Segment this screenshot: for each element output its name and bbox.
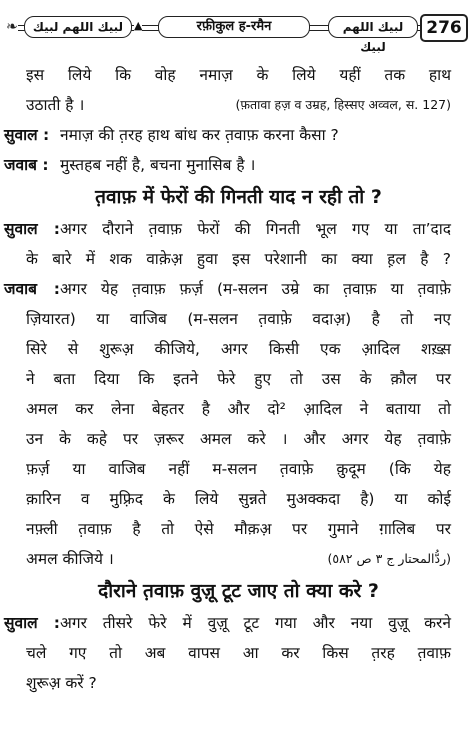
question-line	[4, 608, 451, 638]
answer-block	[4, 274, 451, 574]
answer-line: नफ़्ली त़वाफ़ है तो ऐसे मौक़अ़ पर गुमाने ग़ालिब पर	[26, 520, 451, 538]
text-line: इस लिये कि वोह नमाज़ के लिये यहीं तक हाथ	[26, 66, 451, 84]
question-line	[4, 214, 451, 244]
answer-line	[4, 274, 451, 304]
question-block	[4, 214, 451, 274]
left-ornament-icon: ❧	[6, 19, 18, 35]
section-heading: दौराने त़वाफ़ वुजू़ टूट जाए तो क्या करे ?	[98, 580, 379, 602]
question-line: शुरूअ़ करें ?	[26, 674, 97, 692]
header-right-title: لبيك اللهم لبيك	[328, 16, 418, 38]
answer-line: फ़र्ज़ या वाजिब नहीं म-सलन त़वाफ़े क़ुदूम (कि येह	[26, 460, 451, 478]
question-block	[4, 608, 451, 698]
dome-icon: ▲	[134, 19, 143, 32]
question-text: अगर तीसरे फेरे में वुजू़ टूट गया और नया वुजू़ करने	[60, 614, 451, 632]
text-line-end: उठाती है ।	[26, 96, 85, 114]
section-heading: त़वाफ़ में फेरों की गिनती याद न रही तो ?	[95, 186, 382, 208]
question-block	[4, 120, 451, 150]
answer-block	[4, 150, 451, 180]
answer-label: जवाब :	[4, 280, 60, 298]
answer-line: ज़ियारत) या वाजिब (म-सलन त़वाफ़े वदाअ़) है तो नए	[26, 310, 451, 328]
page-header	[6, 12, 467, 54]
page-body	[4, 60, 451, 698]
answer-text: मुस्तहब नहीं है, बचना मुनासिब है ।	[60, 156, 256, 174]
answer-line: क़ारिन व मुफ़्रिद के लिये सुन्नते मुअक्कदा है) या कोई	[26, 490, 451, 508]
answer-text: अगर येह त़वाफ़ फ़र्ज़ (म-सलन उम्रे का त़वाफ़ या त़वाफ़े	[60, 280, 451, 298]
header-left-title: لبيك اللهم لبيك	[24, 16, 132, 38]
question-line: के बारे में शक वाक़ेअ़ हुवा इस परेशानी का क्या ह़ल है ?	[26, 250, 451, 268]
question-line: चले गए तो अब वापस आ कर किस त़रह त़वाफ़	[26, 644, 451, 662]
question-label: सुवाल :	[4, 614, 60, 632]
question-label: सुवाल :	[4, 126, 50, 144]
question-text: अगर दौराने त़वाफ़ फेरों की गिनती भूल गए या ता’दाद	[60, 220, 451, 238]
answer-line: उन के कहे पर ज़रूर अमल करे । और अगर येह त़वाफ़े	[26, 430, 451, 448]
question-label: सुवाल :	[4, 220, 60, 238]
answer-line-end: अमल कीजिये ।	[26, 550, 114, 568]
answer-line: अमल कर लेना बेहतर है और दो² आ़दिल ने बताया तो	[26, 400, 451, 418]
text-line	[26, 90, 451, 120]
page-number: 276	[420, 14, 468, 42]
question-text: नमाज़ की त़रह हाथ बांध कर त़वाफ़ करना कैसा ?	[60, 126, 339, 144]
arabic-reference-citation: (ردُّالمحتار ج ٣ ص ٥٨٢)	[327, 551, 451, 566]
answer-line: सिरे से शुरूअ़ कीजिये, अगर किसी एक आ़दिल शख़्स़	[26, 340, 451, 358]
answer-label: जवाब :	[4, 156, 49, 174]
reference-citation: (फ़तावा हज़ व उम्रह, हिस्सए अव्वल, स. 127)	[235, 97, 451, 112]
answer-line: ने बता दिया कि इतने फेरे हुए तो उस के क़ौल पर	[26, 370, 451, 388]
answer-line	[4, 544, 451, 574]
header-center-title: रफ़ीकुल ह-रमैन	[158, 16, 310, 38]
